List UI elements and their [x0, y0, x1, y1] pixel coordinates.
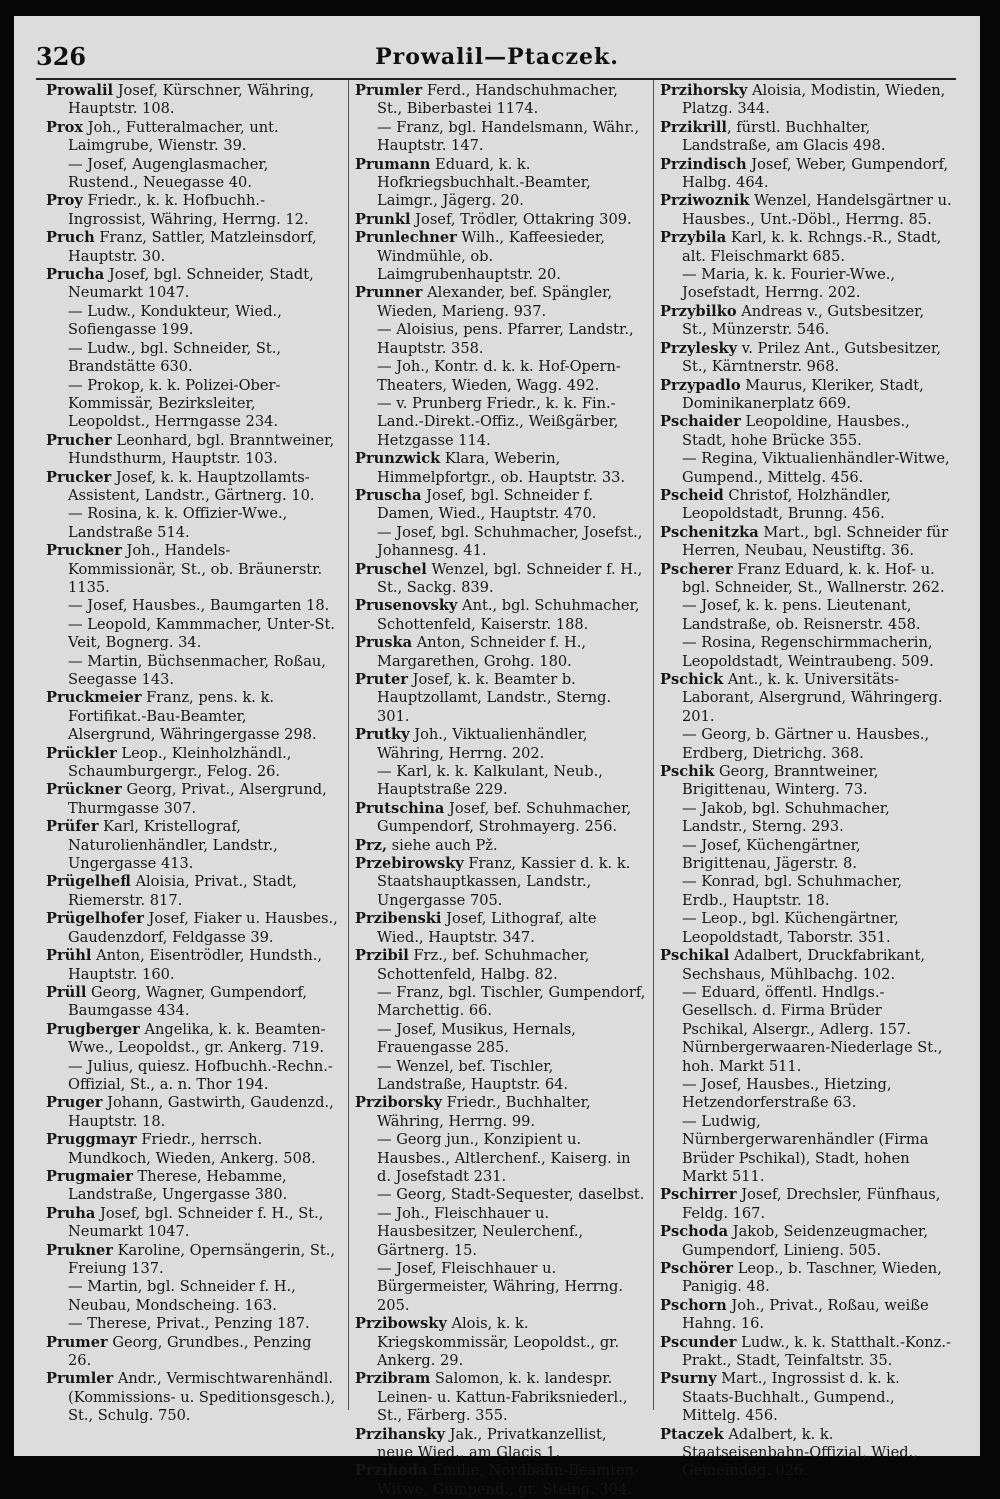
entry-surname: Przypadlo [660, 376, 741, 394]
entry-details: Josef, Kürschner, Währing, Hauptstr. 108. [68, 82, 315, 118]
entry-details: — Ludw., bgl. Schneider, St., Brandstätte 630. [68, 339, 282, 376]
entry-details: — Aloisius, pens. Pfarrer, Landstr., Hauptstr. 358. [377, 321, 634, 357]
directory-entry [355, 321, 647, 358]
directory-entry [355, 1058, 647, 1095]
entry-surname: Pschik [660, 763, 715, 781]
directory-entry [355, 1315, 647, 1370]
entry-surname: Pruger [46, 1094, 103, 1112]
entry-details: Leopoldine, Hausbes., Stadt, hohe Brücke 355. [682, 413, 910, 449]
directory-entry [46, 947, 338, 984]
entry-details: Franz, Sattler, Matzleinsdorf, Hauptstr. 30. [68, 229, 317, 265]
entry-details: Alois, k. k. Kriegskommissär, Leopoldst., gr. Ankerg. 29. [377, 1315, 620, 1370]
directory-entry [46, 1334, 338, 1371]
entry-details: — Joh., Fleischhauer u. Hausbesitzer, Neulerchenf., Gärtnerg. 15. [377, 1204, 584, 1259]
directory-entry [355, 284, 647, 321]
entry-details: Josef, Fiaker u. Hausbes., Gaudenzdorf, Feldgasse 39. [68, 910, 338, 946]
directory-entry [355, 524, 647, 561]
directory-entry [660, 119, 952, 156]
directory-entry [46, 266, 338, 303]
directory-entry [46, 542, 338, 597]
entry-details: — Martin, Büchsenmacher, Roßau, Seegasse 143. [68, 652, 326, 688]
directory-entry [660, 634, 952, 671]
directory-entry [660, 303, 952, 340]
directory-entry [355, 211, 647, 229]
column-divider [653, 80, 654, 1410]
entry-surname: Prusenovsky [355, 597, 458, 615]
directory-entry [355, 450, 647, 487]
entry-details: — Josef, Musikus, Hernals, Frauengasse 285. [377, 1020, 576, 1057]
entry-surname: Pschorn [660, 1296, 727, 1314]
entry-details: — Julius, quiesz. Hofbuchh.-Rechn.-Offizial, St., a. n. Thor 194. [68, 1057, 333, 1093]
entry-surname: Pruch [46, 229, 95, 247]
entry-details: Franz Eduard, k. k. Hof- u. bgl. Schneider, St., Wallnerstr. 262. [682, 560, 945, 596]
directory-entry [46, 1278, 338, 1315]
entry-details: Leonhard, bgl. Branntweiner, Hundsthurm, Hauptstr. 103. [68, 431, 335, 468]
directory-entry [660, 450, 952, 487]
entry-surname: Prowalil [46, 82, 114, 99]
entry-details: Emilie, Nordbahn-Beamten-Witwe, Gumpend., gr. Steing. 304. [377, 1462, 639, 1498]
entry-surname: Pscherer [660, 560, 733, 578]
directory-entry [660, 910, 952, 947]
column-3 [660, 82, 952, 1480]
directory-entry [46, 340, 338, 377]
entry-details: — Josef, bgl. Schuhmacher, Josefst., Johannesg. 41. [377, 523, 643, 560]
directory-entry [46, 616, 338, 653]
entry-details: — Ludw., Kondukteur, Wied., Sofiengasse 199. [68, 302, 282, 339]
directory-entry [46, 689, 338, 744]
directory-entry [355, 947, 647, 984]
directory-entry [355, 855, 647, 910]
entry-details: Ludw., k. k. Statthalt.-Konz.-Prakt., Stadt, Teinfaltstr. 35. [682, 1333, 951, 1370]
entry-details: — Josef, Hausbes., Baumgarten 18. [68, 597, 330, 615]
entry-details: Wilh., Kaffeesieder, Windmühle, ob. Laimgrubenhauptstr. 20. [377, 229, 605, 284]
entry-surname: Prucha [46, 266, 105, 284]
entry-details: Adalbert, Druckfabrikant, Sechshaus, Mühlbachg. 102. [682, 947, 925, 983]
directory-entry [355, 561, 647, 598]
directory-entry [660, 377, 952, 414]
entry-surname: Psurny [660, 1370, 717, 1388]
entry-details: Therese, Hebamme, Landstraße, Ungergasse 380. [68, 1167, 288, 1204]
entry-details: Leop., Kleinholzhändl., Schaumburgergr., Felog. 26. [68, 744, 292, 781]
directory-entry [46, 1315, 338, 1333]
directory-entry [660, 1186, 952, 1223]
entry-details: Georg, Grundbes., Penzing 26. [68, 1333, 312, 1370]
directory-entry [46, 653, 338, 690]
entry-details: — Wenzel, bef. Tischler, Landstraße, Hauptstr. 64. [377, 1057, 569, 1093]
entry-surname: Prox [46, 118, 84, 136]
entry-details: Maurus, Kleriker, Stadt, Dominikanerplatz 669. [682, 376, 924, 412]
entry-surname: Pschoda [660, 1223, 729, 1241]
directory-entry [660, 340, 952, 377]
entry-details: Josef, k. k. Hauptzollamts-Assistent, Landstr., Gärtnerg. 10. [68, 468, 315, 504]
entry-surname: Pruha [46, 1204, 96, 1222]
entry-surname: Pscheid [660, 486, 724, 504]
entry-details: Georg, Wagner, Gumpendorf, Baumgasse 434. [68, 983, 308, 1020]
directory-entry [355, 634, 647, 671]
running-title: Prowalil—Ptaczek. [375, 44, 619, 70]
directory-entry [660, 837, 952, 874]
entry-surname: Prumer [46, 1333, 108, 1351]
directory-entry [355, 597, 647, 634]
entry-details: Ant., bgl. Schuhmacher, Schottenfeld, Kaiserstr. 188. [377, 597, 640, 633]
entry-surname: Prumann [355, 155, 431, 173]
entry-surname: Przihoda [355, 1462, 428, 1480]
entry-surname: Prügelhofer [46, 910, 144, 928]
directory-entry [355, 984, 647, 1021]
entry-surname: Pschikal [660, 947, 730, 965]
entry-details: — Rosina, Regenschirmmacherin, Leopoldstadt, Weintraubeng. 509. [682, 634, 934, 670]
directory-entry [46, 1058, 338, 1095]
directory-entry [46, 192, 338, 229]
entry-details: , fürstl. Buchhalter, Landstraße, am Glacis 498. [682, 118, 886, 155]
entry-details: Josef, Drechsler, Fünfhaus, Feldg. 167. [682, 1186, 941, 1222]
directory-entry [355, 1462, 647, 1499]
entry-surname: Przibowsky [355, 1315, 447, 1333]
entry-details: Anton, Eisentrödler, Hundsth., Hauptstr. 160. [68, 947, 323, 983]
directory-entry [46, 432, 338, 469]
directory-entry [660, 1370, 952, 1425]
entry-details: — Ludwig, Nürnbergerwarenhändler (Firma Brüder Pschikal), Stadt, hohen Markt 511. [682, 1112, 929, 1185]
directory-entry [46, 1242, 338, 1279]
directory-entry [355, 726, 647, 763]
entry-details: Jakob, Seidenzeugmacher, Gumpendorf, Linieng. 505. [682, 1223, 929, 1259]
directory-entry [46, 1205, 338, 1242]
directory-entry [660, 947, 952, 984]
entry-surname: Pschick [660, 671, 724, 688]
entry-surname: Prz, [355, 836, 388, 854]
entry-surname: Pschenitzka [660, 523, 759, 541]
entry-surname: Prugmaier [46, 1167, 133, 1185]
directory-entry [355, 1021, 647, 1058]
entry-details: Joh., Viktualienhändler, Währing, Herrng. 202. [377, 726, 588, 762]
entry-surname: Prziborsky [355, 1094, 442, 1112]
directory-entry [660, 413, 952, 450]
entry-surname: Pruckmeier [46, 689, 142, 707]
entry-details: Josef, bgl. Schneider f. H., St., Neumarkt 1047. [68, 1204, 324, 1241]
entry-details: Mart., Ingrossist d. k. k. Staats-Buchhalt., Gumpend., Mittelg. 456. [682, 1370, 900, 1425]
entry-surname: Prutky [355, 726, 410, 744]
entry-surname: Prügelhefl [46, 873, 131, 891]
directory-entry [355, 800, 647, 837]
directory-entry [355, 671, 647, 726]
directory-entry [46, 984, 338, 1021]
entry-details: Josef, Lithograf, alte Wied., Hauptstr. 347. [377, 910, 597, 946]
entry-surname: Przindisch [660, 155, 747, 173]
entry-surname: Przibil [355, 947, 409, 965]
entry-surname: Prumler [46, 1370, 114, 1388]
directory-entry [660, 984, 952, 1076]
entry-surname: Przybilko [660, 302, 737, 320]
entry-details: Ant., k. k. Universitäts-Laborant, Alsergrund, Währingerg. 201. [682, 671, 943, 725]
entry-details: Wenzel, bgl. Schneider f. H., St., Sackg. 839. [377, 560, 643, 596]
directory-entry [660, 1076, 952, 1113]
entry-details: — Josef, Hausbes., Hietzing, Hetzendorferstraße 63. [682, 1075, 892, 1112]
entry-surname: Prziwoznik [660, 192, 750, 210]
directory-entry [355, 910, 647, 947]
entry-surname: Prunkl [355, 210, 411, 228]
directory-entry [355, 82, 647, 119]
directory-entry [355, 1094, 647, 1131]
entry-details: Salomon, k. k. landespr. Leinen- u. Kattun-Fabriksniederl., St., Färberg. 355. [377, 1370, 628, 1425]
entry-details: Anton, Schneider f. H., Margarethen, Grohg. 180. [377, 634, 586, 670]
directory-entry [355, 119, 647, 156]
entry-details: — Karl, k. k. Kalkulant, Neub., Hauptstraße 229. [377, 763, 603, 799]
entry-details: — Rosina, k. k. Offizier-Wwe., Landstraße 514. [68, 505, 288, 541]
entry-details: — Martin, bgl. Schneider f. H., Neubau, Mondscheing. 163. [68, 1278, 296, 1314]
entry-surname: Prunzwick [355, 450, 441, 468]
directory-entry [660, 487, 952, 524]
entry-surname: Prumler [355, 82, 423, 99]
entry-details: — Josef, Fleischhauer u. Bürgermeister, Währing, Herrng. 205. [377, 1260, 624, 1314]
directory-entry [660, 1260, 952, 1297]
entry-details: Leop., b. Taschner, Wieden, Panigig. 48. [682, 1260, 942, 1296]
directory-entry [46, 781, 338, 818]
column-2 [355, 82, 647, 1498]
directory-entry [660, 1334, 952, 1371]
directory-entry [355, 487, 647, 524]
entry-details: Eduard, k. k. Hofkriegsbuchhalt.-Beamter, Laimgr., Jägerg. 20. [377, 155, 591, 210]
page-header [14, 38, 980, 78]
directory-entry [46, 1021, 338, 1058]
directory-entry [355, 358, 647, 395]
entry-details: — Maria, k. k. Fourier-Wwe., Josefstadt, Herrng. 202. [682, 266, 896, 302]
entry-details: Joh., Futteralmacher, unt. Laimgrube, Wienstr. 39. [68, 118, 279, 155]
directory-entry [660, 561, 952, 598]
directory-entry [46, 745, 338, 782]
directory-entry [660, 229, 952, 266]
entry-surname: Pschaider [660, 413, 741, 431]
column-1 [46, 82, 338, 1447]
entry-details: Friedr., Buchhalter, Währing, Herrng. 99. [377, 1094, 591, 1130]
directory-entry [660, 524, 952, 561]
entry-details: Josef, Trödler, Ottakring 309. [410, 210, 632, 228]
entry-surname: Przibenski [355, 910, 442, 928]
entry-details: Josef, k. k. Beamter b. Hauptzollamt, Landstr., Sterng. 301. [377, 671, 612, 725]
entry-surname: Pruter [355, 671, 408, 688]
entry-details: Jak., Privatkanzellist, neue Wied., am Glacis 1. [377, 1425, 607, 1462]
directory-entry [46, 1168, 338, 1205]
entry-details: Josef, bef. Schuhmacher, Gumpendorf, Strohmayerg. 256. [377, 799, 632, 836]
entry-details: v. Prilez Ant., Gutsbesitzer, St., Kärntnerstr. 968. [682, 339, 942, 376]
entry-details: Aloisia, Modistin, Wieden, Platzg. 344. [682, 82, 946, 118]
entry-details: — Josef, Küchengärtner, Brigittenau, Jägerstr. 8. [682, 836, 861, 873]
entry-details: — Josef, k. k. pens. Lieutenant, Landstraße, ob. Reisnerstr. 458. [682, 597, 921, 633]
entry-details: Christof, Holzhändler, Leopoldstadt, Brunng. 456. [682, 486, 891, 523]
entry-details: — Leop., bgl. Küchengärtner, Leopoldstadt, Taborstr. 351. [682, 910, 899, 946]
entry-details: — Eduard, öffentl. Hndlgs.-Gesellsch. d. Firma Brüder Pschikal, Alsergr., Adlerg. 157. Nürnbergerwaaren-Niederlage St., hoh. Markt 511. [682, 983, 943, 1075]
entry-details: Andr., Vermischtwarenhändl. (Kommissions- u. Speditionsgesch.), St., Schulg. 750. [68, 1370, 336, 1425]
entry-surname: Prunlechner [355, 229, 457, 247]
entry-details: Aloisia, Privat., Stadt, Riemerstr. 817. [68, 873, 297, 909]
directory-entry [355, 1426, 647, 1463]
directory-entry [46, 1094, 338, 1131]
header-rule [36, 78, 956, 80]
entry-surname: Pschörer [660, 1260, 734, 1277]
entry-details: Joh., Privat., Roßau, weiße Hahng. 16. [682, 1296, 929, 1333]
directory-page [14, 16, 980, 1498]
directory-entry [660, 192, 952, 229]
directory-entry [660, 266, 952, 303]
entry-surname: Pruska [355, 634, 413, 652]
entry-details: — Jakob, bgl. Schuhmacher, Landstr., Sterng. 293. [682, 799, 890, 836]
entry-surname: Pruckner [46, 542, 122, 560]
entry-details: — Regina, Viktualienhändler-Witwe, Gumpend., Mittelg. 456. [682, 450, 950, 486]
entry-surname: Ptaczek [660, 1425, 724, 1443]
entry-details: siehe auch Pž. [387, 836, 498, 854]
directory-entry [355, 763, 647, 800]
entry-details: Wenzel, Handelsgärtner u. Hausbes., Unt.-Döbl., Herrng. 85. [682, 192, 952, 228]
directory-entry [355, 1260, 647, 1315]
entry-surname: Przihansky [355, 1425, 445, 1443]
entry-details: Frz., bef. Schuhmacher, Schottenfeld, Halbg. 82. [377, 947, 590, 983]
entry-surname: Przikrill [660, 118, 727, 136]
entry-surname: Prühl [46, 947, 92, 965]
directory-entry [660, 1297, 952, 1334]
directory-entry [660, 1223, 952, 1260]
entry-surname: Pruschel [355, 560, 427, 578]
entry-details: — Joh., Kontr. d. k. k. Hof-Opern-Theaters, Wieden, Wagg. 492. [377, 358, 621, 394]
entry-details: Ferd., Handschuhmacher, St., Biberbastei 1174. [377, 82, 618, 118]
entry-surname: Prunner [355, 284, 423, 302]
entry-details: Mart., bgl. Schneider für Herren, Neubau, Neustiftg. 36. [682, 523, 949, 560]
entry-details: — v. Prunberg Friedr., k. k. Fin.-Land.-Direkt.-Offiz., Weißgärber, Hetzgasse 114. [377, 394, 619, 449]
directory-entry [660, 597, 952, 634]
directory-entry [355, 1370, 647, 1425]
entry-details: Klara, Weberin, Himmelpfortgr., ob. Hauptstr. 33. [377, 450, 626, 486]
entry-details: — Franz, bgl. Tischler, Gumpendorf, Marchettig. 66. [377, 983, 646, 1020]
entry-details: Angelika, k. k. Beamten-Wwe., Leopoldst., gr. Ankerg. 719. [68, 1020, 326, 1057]
directory-entry [46, 229, 338, 266]
entry-surname: Pscunder [660, 1333, 737, 1351]
directory-entry [46, 505, 338, 542]
entry-details: Friedr., herrsch. Mundkoch, Wieden, Ankerg. 508. [68, 1131, 316, 1167]
page-number: 326 [36, 42, 87, 71]
directory-entry [660, 82, 952, 119]
directory-entry [46, 119, 338, 156]
directory-entry [660, 156, 952, 193]
directory-entry [46, 469, 338, 506]
directory-entry [46, 1131, 338, 1168]
entry-surname: Pschirrer [660, 1186, 737, 1204]
directory-entry [46, 873, 338, 910]
entry-details: Johann, Gastwirth, Gaudenzd., Hauptstr. 18. [68, 1094, 334, 1130]
entry-details: Karoline, Opernsängerin, St., Freiung 137. [68, 1241, 335, 1277]
entry-details: Josef, Weber, Gumpendorf, Halbg. 464. [682, 155, 949, 192]
entry-details: Adalbert, k. k. Staatseisenbahn-Offizial, Wied., Gemeindeg. 026. [682, 1425, 918, 1480]
directory-entry [355, 395, 647, 450]
directory-entry [660, 1113, 952, 1187]
entry-surname: Prucher [46, 431, 112, 449]
entry-details: Alexander, bef. Spängler, Wieden, Marieng. 937. [377, 284, 613, 320]
entry-details: Friedr., k. k. Hofbuchh.-Ingrossist, Währing, Herrng. 12. [68, 192, 309, 228]
directory-entry [46, 303, 338, 340]
entry-surname: Pruggmayr [46, 1131, 137, 1149]
directory-entry [46, 818, 338, 873]
entry-details: — Georg, b. Gärtner u. Hausbes., Erdberg, Dietrichg. 368. [682, 726, 930, 762]
entry-details: Josef, bgl. Schneider f. Damen, Wied., Hauptstr. 470. [377, 486, 597, 523]
directory-entry [46, 156, 338, 193]
entry-surname: Przylesky [660, 339, 738, 357]
directory-entry [46, 377, 338, 432]
entry-details: Josef, bgl. Schneider, Stadt, Neumarkt 1047. [68, 266, 314, 302]
entry-surname: Przihorsky [660, 82, 748, 99]
entry-surname: Przybila [660, 229, 727, 247]
directory-entry [660, 800, 952, 837]
entry-surname: Prutschina [355, 799, 445, 817]
entry-details: — Georg jun., Konzipient u. Hausbes., Altlerchenf., Kaiserg. in d. Josefstadt 231. [377, 1131, 631, 1185]
entry-surname: Prucker [46, 468, 112, 486]
entry-details: Karl, k. k. Rchngs.-R., Stadt, alt. Fleischmarkt 685. [682, 229, 942, 265]
entry-details: Andreas v., Gutsbesitzer, St., Münzerstr. 546. [682, 302, 925, 339]
directory-entry [660, 763, 952, 800]
entry-surname: Prugberger [46, 1020, 140, 1038]
directory-entry [46, 597, 338, 615]
entry-surname: Prukner [46, 1241, 113, 1259]
directory-entry [355, 1205, 647, 1260]
directory-entry [46, 1370, 338, 1425]
entry-surname: Pruscha [355, 486, 422, 504]
directory-entry [46, 910, 338, 947]
entry-details: Karl, Kristellograf, Naturolienhändler, Landstr., Ungergasse 413. [68, 818, 278, 873]
directory-entry [355, 156, 647, 211]
directory-entry [660, 726, 952, 763]
entry-surname: Prüfer [46, 818, 99, 836]
entry-details: — Prokop, k. k. Polizei-Ober-Kommissär, Bezirksleiter, Leopoldst., Herrngasse 234. [68, 376, 281, 431]
directory-entry [660, 873, 952, 910]
entry-details: Franz, Kassier d. k. k. Staatshauptkassen, Landstr., Ungergasse 705. [377, 855, 631, 909]
entry-details: — Georg, Stadt-Sequester, daselbst. [377, 1186, 645, 1204]
entry-details: Franz, pens. k. k. Fortifikat.-Bau-Beamter, Alsergrund, Währingergasse 298. [68, 689, 317, 744]
entry-details: — Leopold, Kammmacher, Unter-St. Veit, Bognerg. 34. [68, 615, 336, 652]
entry-surname: Prückner [46, 781, 122, 799]
entry-details: — Josef, Augenglasmacher, Rustend., Neuegasse 40. [68, 155, 269, 192]
entry-details: — Konrad, bgl. Schuhmacher, Erdb., Hauptstr. 18. [682, 873, 902, 909]
entry-surname: Prückler [46, 744, 117, 762]
entry-details: — Franz, bgl. Handelsmann, Währ., Hauptstr. 147. [377, 118, 640, 155]
entry-surname: Przibram [355, 1370, 431, 1388]
entry-details: Joh., Handels-Kommissionär, St., ob. Bräunerstr. 1135. [68, 542, 323, 596]
entry-surname: Prüll [46, 983, 87, 1001]
directory-entry [355, 837, 647, 855]
directory-entry [355, 1131, 647, 1186]
directory-entry [46, 82, 338, 119]
entry-surname: Przebirowsky [355, 855, 464, 873]
column-divider [348, 80, 349, 1410]
entry-details: Georg, Privat., Alsergrund, Thurmgasse 307. [68, 781, 327, 817]
directory-entry [355, 229, 647, 284]
directory-entry [660, 671, 952, 726]
entry-details: — Therese, Privat., Penzing 187. [68, 1315, 310, 1333]
entry-details: Georg, Branntweiner, Brigittenau, Winterg. 73. [682, 763, 879, 799]
entry-surname: Proy [46, 192, 83, 210]
directory-entry [355, 1186, 647, 1204]
directory-entry [660, 1426, 952, 1481]
